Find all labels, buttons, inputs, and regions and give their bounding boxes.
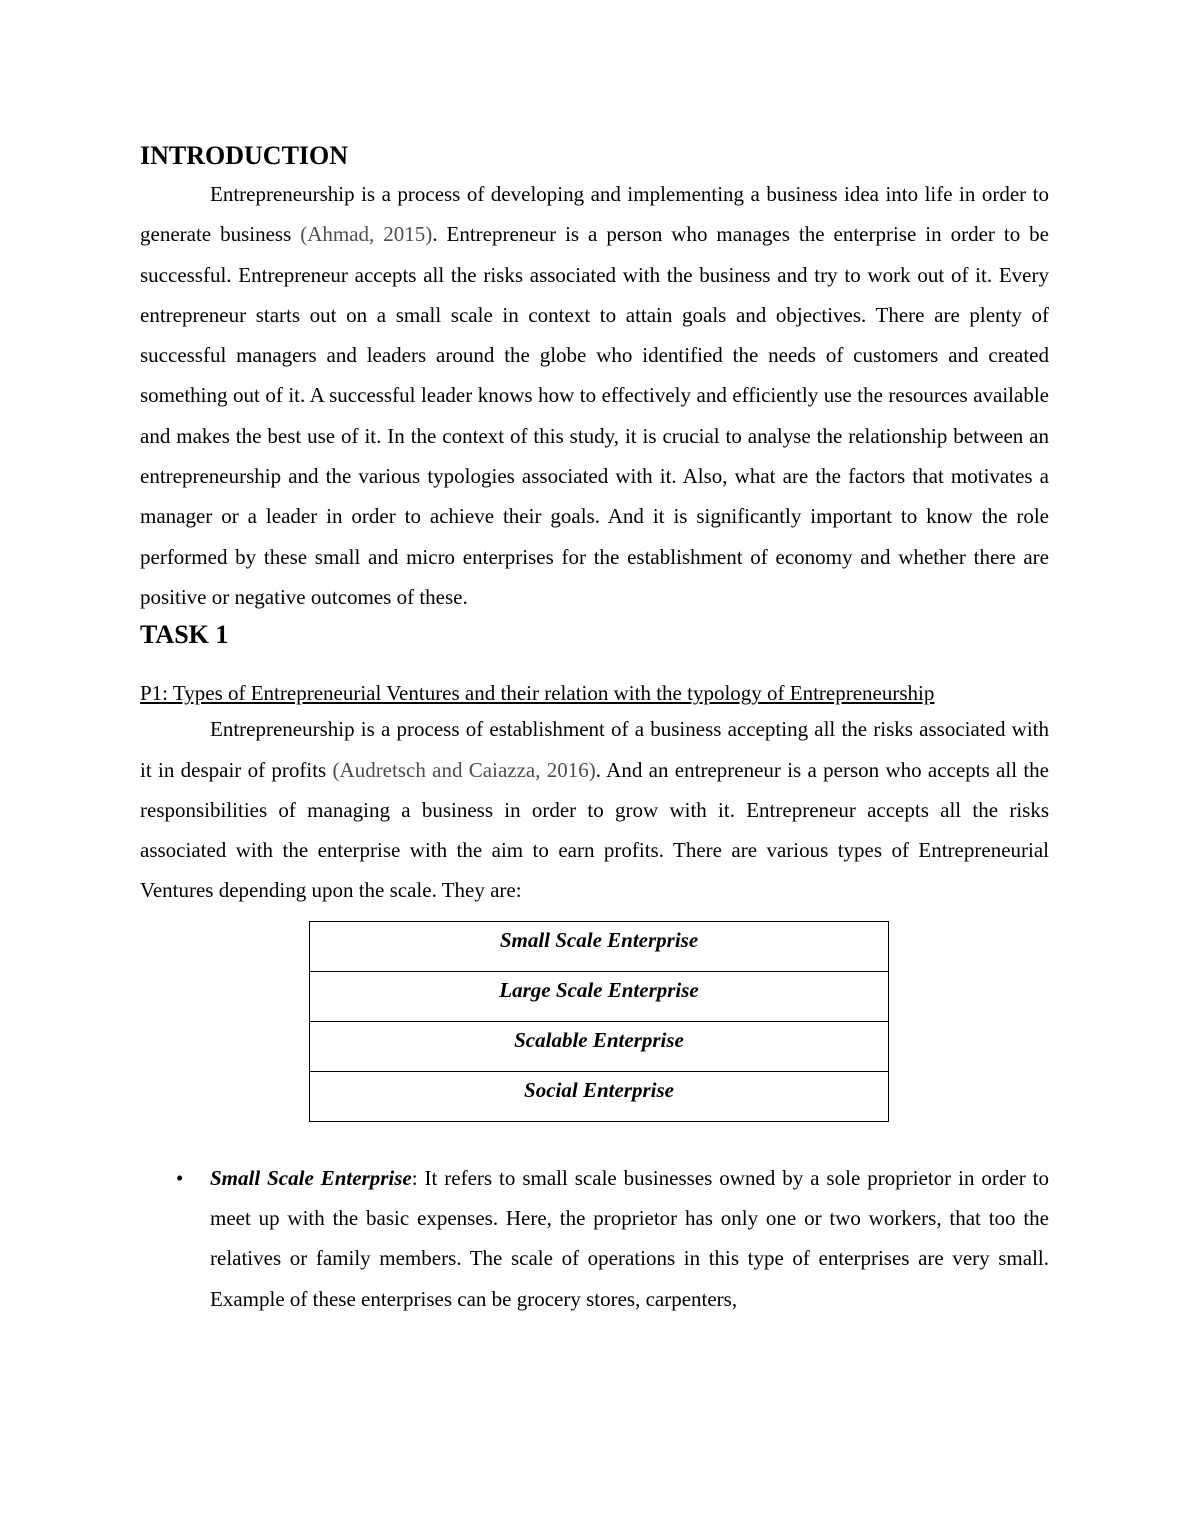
task1-text-2: . And an entrepreneur is a person who accepts all the responsibilities of managing a business in order to grow with it. Entrepreneur accepts all the risks associated with the enterprise with the aim to earn profits. There are various types of Entrepreneurial Ventures depending upon the scale. They are: — [140, 757, 1049, 903]
venture-cell: Social Enterprise — [310, 1071, 889, 1121]
table-row — [310, 1071, 889, 1121]
list-item — [140, 1158, 1049, 1319]
task1-text-1: Entrepreneurship is a process of establishment of a business accepting all the risks associated with it in despair of profits — [140, 717, 1049, 782]
ventures-bullet-list — [140, 1158, 1049, 1319]
introduction-paragraph — [140, 174, 1049, 617]
introduction-text-1: Entrepreneurship is a process of developing and implementing a business idea into life in order to generate business — [140, 182, 1049, 247]
venture-cell: Scalable Enterprise — [310, 1021, 889, 1071]
citation-audretsch: (Audretsch and Caiazza, 2016) — [332, 757, 596, 782]
task1-heading: TASK 1 — [140, 620, 229, 650]
venture-cell: Small Scale Enterprise — [310, 921, 889, 971]
table-row — [310, 921, 889, 971]
table-row — [310, 1021, 889, 1071]
venture-cell: Large Scale Enterprise — [310, 971, 889, 1021]
document-page — [140, 138, 1049, 1319]
ventures-table — [309, 921, 889, 1122]
p1-subheading: P1: Types of Entrepreneurial Ventures and their relation with the typology of Entrepreneurship — [140, 681, 935, 706]
bullet-text: : It refers to small scale businesses owned by a sole proprietor in order to meet up with the basic expenses. Here, the proprietor has only one or two workers, that too the relatives or family members. The scale of operations in this type of enterprises are very small. Example of these enterprises can be grocery stores, carpenters, — [210, 1165, 1049, 1311]
bullet-term: Small Scale Enterprise — [210, 1165, 412, 1190]
introduction-text-2: . Entrepreneur is a person who manages the enterprise in order to be successful. Entrepreneur accepts all the risks associated with the business and try to work out of it. Every entrepreneur starts out on a small scale in context to attain goals and objectives. There are plenty of successful managers and leaders around the globe who identified the needs of customers and created something out of it. A successful leader knows how to effectively and efficiently use the resources available and makes the best use of it. In the context of this study, it is crucial to analyse the relationship between an entrepreneurship and the various typologies associated with it. Also, what are the factors that motivates a manager or a leader in order to achieve their goals. And it is significantly important to know the role performed by these small and micro enterprises for the establishment of economy and whether there are positive or negative outcomes of these. — [140, 222, 1049, 609]
bullet-icon: • — [176, 1165, 184, 1190]
citation-ahmad: (Ahmad, 2015) — [300, 222, 433, 247]
introduction-heading: INTRODUCTION — [140, 141, 349, 170]
table-row — [310, 971, 889, 1021]
task1-paragraph — [140, 709, 1049, 910]
